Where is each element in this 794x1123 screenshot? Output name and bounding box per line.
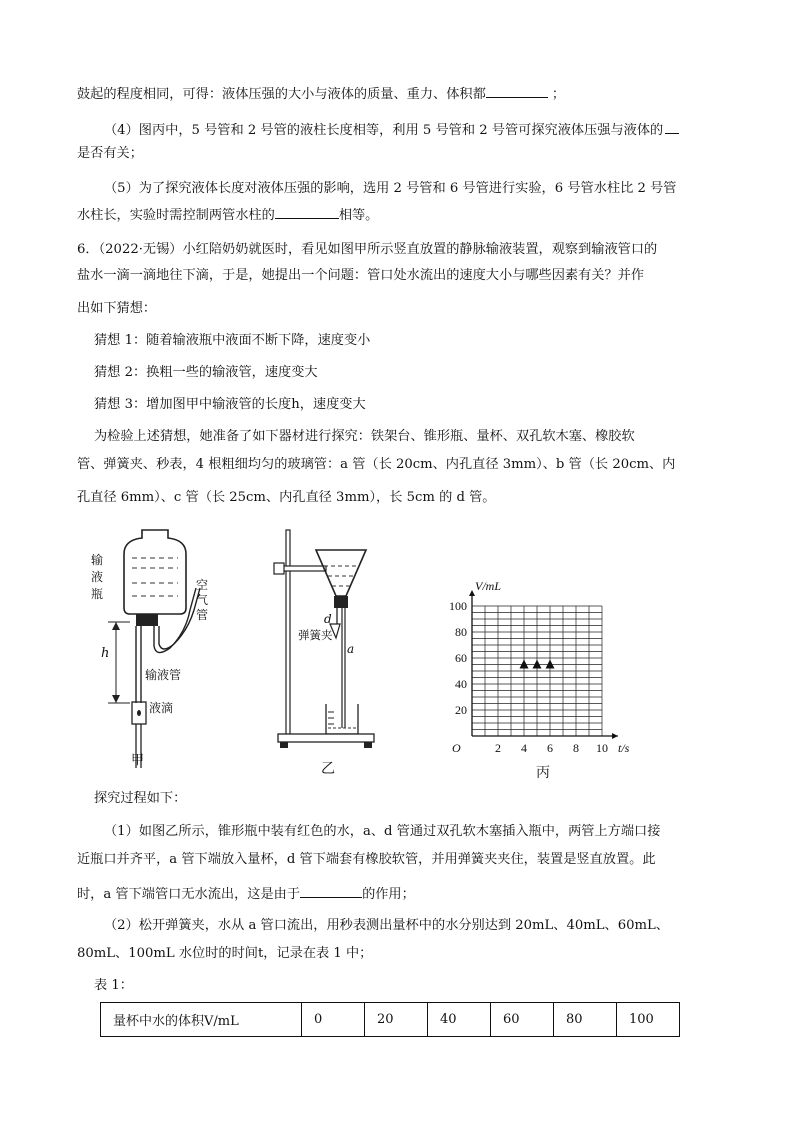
text-line: （4）图丙中，5 号管和 2 号管的液柱长度相等，利用 5 号管和 2 号管可探究液体压强与液体的 <box>104 120 679 140</box>
x-tick-label: 2 <box>495 741 501 755</box>
origin-label: O <box>452 741 461 755</box>
caption-bing: 丙 <box>536 765 550 781</box>
guess-3: 猜想 3：增加图甲中输液管的长度h，速度变大 <box>94 397 366 412</box>
x-tick-label: 10 <box>596 741 608 755</box>
question-stem: 出如下猜想： <box>77 301 157 316</box>
y-tick-label: 60 <box>455 651 467 665</box>
y-tick-label: 40 <box>455 677 467 691</box>
tube-d-label: d <box>324 612 332 626</box>
question-stem: 6．（2022·无锡）小红陪奶奶就医时，看见如图甲所示竖直放置的静脉输液装置，观察到输液管口的 <box>77 242 658 257</box>
answer-blank <box>486 84 548 98</box>
data-point-triangle <box>546 660 555 669</box>
text-line: 是否有关； <box>77 146 143 161</box>
table-cell: 80 <box>554 1003 617 1037</box>
text-line: （5）为了探究液体长度对液体压强的影响，选用 2 号管和 6 号管进行实验，6 号管水柱比 2 号管 <box>104 181 677 196</box>
answer-blank <box>300 884 362 898</box>
infusion-tube-label: 输液管 <box>145 668 182 682</box>
y-tick-label: 100 <box>449 599 467 613</box>
text-line: （1）如图乙所示，锥形瓶中装有红色的水，a、d 管通过双孔软木塞插入瓶中，两管上方端口接 <box>104 824 661 839</box>
table-header-cell: 量杯中水的体积V/mL <box>101 1003 302 1037</box>
y-tick-label: 80 <box>455 625 467 639</box>
guess-1: 猜想 1：随着输液瓶中液面不断下降，速度变小 <box>94 333 371 348</box>
table-label: 表 1： <box>94 978 133 993</box>
text-line: 时，a 管下端管口无水流出，这是由于 的作用； <box>77 884 415 904</box>
text-line: 近瓶口并齐平，a 管下端放入量杯，d 管下端套有橡胶软管，并用弹簧夹夹住，装置是竖直放置。此 <box>77 852 656 867</box>
text-line: 管、弹簧夹、秒表，4 根粗细均匀的玻璃管：a 管（长 20cm、内孔直径 3mm）、b 管（长 20cm、内 <box>77 457 676 472</box>
text-line: 水柱长，实验时需控制两管水柱的 相等。 <box>77 205 378 225</box>
y-tick-label: 20 <box>455 703 467 717</box>
table-cell: 0 <box>302 1003 365 1037</box>
table-cell: 60 <box>491 1003 554 1037</box>
answer-blank <box>275 205 339 219</box>
clamp-label: 弹簧夹 <box>298 628 333 642</box>
caption-jia: 甲 <box>131 753 145 768</box>
x-tick-label: 4 <box>521 741 527 755</box>
x-tick-label: 6 <box>547 741 553 755</box>
table-cell: 100 <box>617 1003 680 1037</box>
data-point-triangle <box>533 660 542 669</box>
table-1 <box>100 1002 680 1037</box>
air-tube-label: 空气管 <box>196 578 209 622</box>
text-line: 80mL、100mL 水位时的时间t，记录在表 1 中； <box>77 946 373 961</box>
tube-a-label: a <box>347 642 355 656</box>
data-point-triangle <box>520 660 529 669</box>
h-label: h <box>101 646 110 661</box>
text-line: （2）松开弹簧夹，水从 a 管口流出，用秒表测出量杯中的水分别达到 20mL、40mL、60mL、 <box>104 918 669 933</box>
x-axis-label: t/s <box>618 741 630 755</box>
bottle-label: 输液瓶 <box>91 553 104 601</box>
table-row <box>101 1003 680 1037</box>
figure-jia <box>90 528 230 773</box>
figure-bing-chart <box>440 572 652 762</box>
y-axis-label: V/mL <box>475 579 502 593</box>
x-axis-arrow <box>612 733 618 739</box>
caption-yi: 乙 <box>321 761 335 777</box>
text-line: 探究过程如下： <box>94 791 187 806</box>
text-line: 孔直径 6mm）、c 管（长 25cm、内孔直径 3mm），长 5cm 的 d 管。 <box>77 490 496 505</box>
x-tick-label: 8 <box>573 741 579 755</box>
table-cell: 20 <box>365 1003 428 1037</box>
answer-blank <box>665 120 679 134</box>
text-line: 鼓起的程度相同，可得：液体压强的大小与液体的质量、重力、体积都 ； <box>77 84 565 104</box>
drip-label: 液滴 <box>149 701 174 715</box>
table-cell: 40 <box>428 1003 491 1037</box>
guess-2: 猜想 2：换粗一些的输液管，速度变大 <box>94 365 318 380</box>
question-stem: 盐水一滴一滴地往下滴，于是，她提出一个问题：管口处水流出的速度大小与哪些因素有关？并作 <box>77 268 645 283</box>
text-line: 为检验上述猜想，她准备了如下器材进行探究：铁架台、锥形瓶、量杯、双孔软木塞、橡胶软 <box>94 429 635 444</box>
